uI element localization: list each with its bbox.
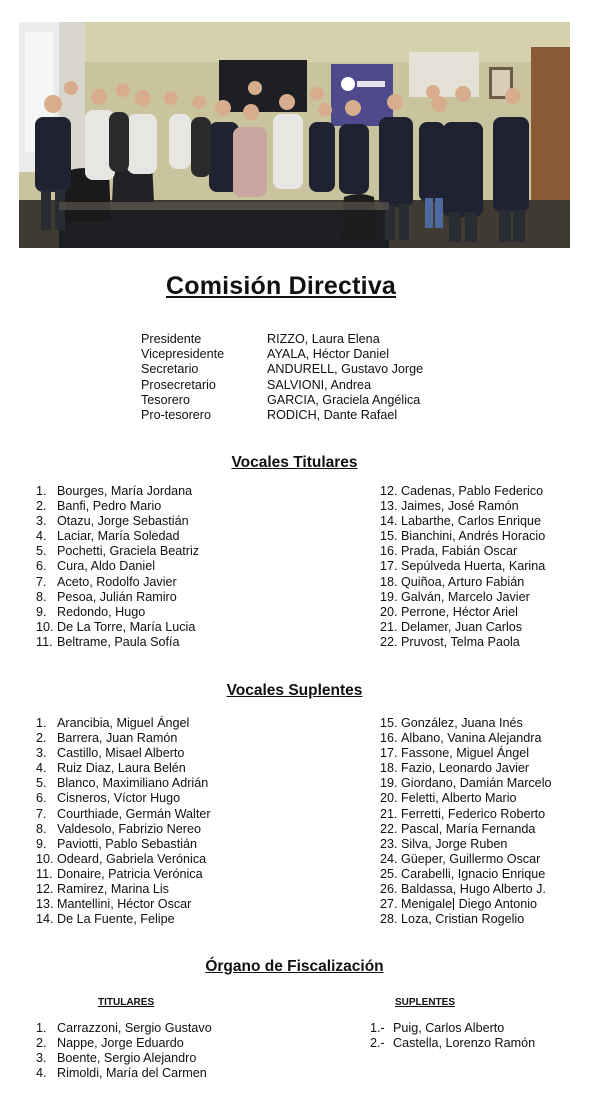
item-name: Beltrame, Paula Sofía (57, 634, 180, 649)
item-name: Albano, Vanina Alejandra (401, 731, 542, 746)
item-number: 21. (380, 806, 398, 821)
list-item (380, 822, 552, 837)
list-item (36, 897, 211, 912)
list-item (36, 544, 199, 559)
item-name: Pesoa, Julián Ramiro (57, 589, 177, 604)
item-name: Redondo, Hugo (57, 604, 146, 619)
item-number: 19. (380, 589, 398, 604)
item-name: Arancibia, Miguel Ángel (57, 716, 190, 730)
list-item (36, 791, 211, 806)
item-name: Feletti, Alberto Mario (401, 791, 517, 806)
list-item (36, 867, 211, 882)
list-item (380, 867, 552, 882)
item-number: 20. (380, 791, 398, 806)
officer-name: ANDURELL, Gustavo Jorge (267, 362, 424, 377)
item-number: 2.- (370, 1036, 385, 1051)
list-item (380, 837, 552, 852)
item-name: Prada, Fabián Oscar (401, 544, 518, 559)
item-name: Bianchini, Andrés Horacio (401, 529, 546, 544)
item-name: Banfi, Pedro Mario (57, 499, 162, 514)
fiscalizacion-titulares-list (36, 1021, 212, 1081)
officer-name: RIZZO, Laura Elena (267, 332, 380, 346)
item-name: Nappe, Jorge Eduardo (57, 1036, 184, 1051)
item-number: 22. (380, 821, 398, 836)
item-number: 15. (380, 716, 398, 730)
list-item (380, 852, 552, 867)
item-name: Boente, Sergio Alejandro (57, 1051, 197, 1066)
item-number: 11. (36, 634, 53, 649)
section-title-vocales-titulares: Vocales Titulares (231, 454, 358, 471)
item-number: 10. (36, 619, 54, 634)
item-number: 24. (380, 851, 398, 866)
item-name: Laciar, María Soledad (57, 529, 180, 544)
list-item (36, 912, 211, 927)
item-name: Perrone, Héctor Ariel (401, 604, 518, 619)
item-name: Carabelli, Ignacio Enrique (401, 866, 546, 881)
item-number: 14. (380, 514, 398, 529)
text-cursor (453, 898, 454, 910)
item-number: 11. (36, 866, 53, 881)
item-number: 7. (36, 806, 47, 821)
officer-name: SALVIONI, Andrea (267, 377, 372, 392)
list-item (36, 635, 199, 650)
list-item (36, 1021, 212, 1036)
item-number: 4. (36, 761, 47, 776)
item-name: Baldassa, Hugo Alberto J. (401, 882, 546, 897)
list-item (36, 620, 199, 635)
page-title: Comisión Directiva (165, 272, 397, 300)
officer-name: GARCIA, Graciela Angélica (267, 392, 421, 407)
item-number: 13. (36, 897, 54, 912)
list-item (370, 1036, 535, 1051)
item-name: Odeard, Gabriela Verónica (57, 851, 207, 866)
list-item (380, 807, 552, 822)
list-item (380, 484, 545, 499)
list-item (380, 605, 545, 620)
list-item (36, 746, 211, 761)
item-number: 28. (380, 912, 398, 927)
list-item (36, 484, 199, 499)
item-name: Cura, Aldo Daniel (57, 559, 156, 574)
item-number: 5. (36, 776, 47, 791)
list-item (380, 620, 545, 635)
item-name: Loza, Cristian Rogelio (401, 912, 525, 927)
item-name: Pochetti, Graciela Beatriz (57, 544, 200, 559)
list-item (36, 837, 211, 852)
list-item (380, 590, 545, 605)
item-number: 12. (380, 484, 398, 498)
item-number: 2. (36, 499, 47, 514)
list-item (380, 544, 545, 559)
list-item (36, 852, 211, 867)
list-item (380, 559, 545, 574)
list-item (380, 761, 552, 776)
vocales-suplentes-left-list (36, 716, 211, 927)
list-item (380, 635, 545, 650)
item-name: Barrera, Juan Ramón (57, 731, 178, 746)
group-photo-illustration (19, 22, 570, 248)
item-number: 13. (380, 499, 398, 514)
list-item (380, 882, 552, 897)
officer-row (141, 378, 423, 393)
list-item (380, 716, 552, 731)
item-number: 15. (380, 529, 398, 544)
list-item (36, 807, 211, 822)
item-number: 7. (36, 574, 47, 589)
item-name: Castillo, Misael Alberto (57, 746, 185, 761)
item-number: 3. (36, 746, 47, 761)
item-number: 10. (36, 851, 54, 866)
item-number: 27. (380, 897, 398, 912)
item-name: Valdesolo, Fabrizio Nereo (57, 821, 201, 836)
item-number: 25. (380, 866, 398, 881)
fiscalizacion-suplentes-list (370, 1021, 535, 1051)
subtitle-suplentes: SUPLENTES (395, 997, 456, 1008)
vocales-titulares-right-list (380, 484, 545, 650)
list-item (36, 1051, 212, 1066)
item-number: 18. (380, 761, 398, 776)
item-number: 1.- (370, 1021, 385, 1035)
list-item (36, 761, 211, 776)
item-number: 5. (36, 544, 47, 559)
list-item (380, 912, 552, 927)
item-name: Delamer, Juan Carlos (401, 619, 523, 634)
section-title-fiscalizacion: Órgano de Fiscalización (205, 958, 384, 975)
item-name: Jaimes, José Ramón (401, 499, 519, 514)
officer-role: Vicepresidente (141, 347, 225, 362)
list-item (380, 791, 552, 806)
list-item (36, 1066, 212, 1081)
item-number: 8. (36, 589, 47, 604)
item-number: 9. (36, 604, 47, 619)
item-name: Ferretti, Federico Roberto (401, 806, 546, 821)
vocales-titulares-left-list (36, 484, 199, 650)
item-name: Sepúlveda Huerta, Karina (401, 559, 546, 574)
item-name: Aceto, Rodolfo Javier (57, 574, 177, 589)
item-name: Bourges, María Jordana (57, 484, 193, 498)
item-number: 1. (36, 716, 47, 730)
item-number: 2. (36, 1036, 47, 1051)
item-name: Carrazzoni, Sergio Gustavo (57, 1021, 212, 1035)
item-number: 17. (380, 746, 398, 761)
list-item (380, 529, 545, 544)
item-number: 17. (380, 559, 398, 574)
officer-row (141, 347, 423, 362)
item-name: Courthiade, Germán Walter (57, 806, 211, 821)
list-item (380, 776, 552, 791)
list-item (36, 731, 211, 746)
list-item (380, 731, 552, 746)
officer-role: Secretario (141, 362, 199, 377)
item-number: 19. (380, 776, 398, 791)
list-item (36, 499, 199, 514)
item-number: 4. (36, 529, 47, 544)
list-item (380, 514, 545, 529)
item-number: 8. (36, 821, 47, 836)
officer-role: Pro-tesorero (141, 407, 211, 422)
item-number: 23. (380, 836, 398, 851)
item-number: 16. (380, 544, 398, 559)
list-item (380, 897, 552, 912)
item-name: Fassone, Miguel Ángel (401, 746, 530, 761)
item-name: Paviotti, Pablo Sebastián (57, 836, 198, 851)
group-photo (19, 22, 570, 248)
item-number: 6. (36, 791, 47, 806)
item-name: Castella, Lorenzo Ramón (393, 1036, 536, 1051)
item-number: 6. (36, 559, 47, 574)
list-item (370, 1021, 535, 1036)
list-item (36, 559, 199, 574)
list-item (36, 514, 199, 529)
item-name: Silva, Jorge Ruben (401, 836, 508, 851)
officer-row (141, 362, 423, 377)
item-name: Giordano, Damián Marcelo (401, 776, 552, 791)
list-item (36, 529, 199, 544)
item-name: Rimoldi, María del Carmen (57, 1066, 207, 1081)
item-name: Ramirez, Marina Lis (57, 882, 169, 897)
item-number: 18. (380, 574, 398, 589)
item-name: Otazu, Jorge Sebastián (57, 514, 189, 529)
list-item (380, 746, 552, 761)
item-number: 20. (380, 604, 398, 619)
item-name: Fazio, Leonardo Javier (401, 761, 530, 776)
vocales-suplentes-right-list (380, 716, 552, 927)
item-name: González, Juana Inés (401, 716, 523, 730)
item-number: 12. (36, 882, 54, 897)
item-name: Donaire, Patricia Verónica (57, 866, 203, 881)
item-number: 16. (380, 731, 398, 746)
section-title-vocales-suplentes: Vocales Suplentes (226, 682, 363, 699)
item-name: Puig, Carlos Alberto (393, 1021, 505, 1035)
item-name: Cadenas, Pablo Federico (401, 484, 544, 498)
item-name: Güeper, Guillermo Oscar (401, 851, 541, 866)
officer-name: AYALA, Héctor Daniel (267, 347, 390, 362)
item-number: 1. (36, 484, 47, 498)
officer-row (141, 332, 423, 347)
officer-role: Presidente (141, 332, 202, 346)
officer-role: Prosecretario (141, 377, 216, 392)
item-number: 21. (380, 619, 398, 634)
item-name: Pruvost, Telma Paola (401, 634, 520, 649)
item-name: De La Torre, María Lucia (57, 619, 196, 634)
item-number: 3. (36, 1051, 47, 1066)
item-name: Quiñoa, Arturo Fabián (401, 574, 525, 589)
list-item (36, 590, 199, 605)
list-item (36, 1036, 212, 1051)
officer-row (141, 393, 423, 408)
officers-list (141, 332, 423, 423)
item-number: 26. (380, 882, 398, 897)
officer-row (141, 408, 423, 423)
item-name: Mantellini, Héctor Oscar (57, 897, 192, 912)
item-name: Ruiz Diaz, Laura Belén (57, 761, 186, 776)
list-item (36, 776, 211, 791)
list-item (380, 575, 545, 590)
item-number: 2. (36, 731, 47, 746)
officer-role: Tesorero (141, 392, 190, 407)
item-name: De La Fuente, Felipe (57, 912, 175, 927)
item-name: Pascal, María Fernanda (401, 821, 536, 836)
item-number: 22. (380, 634, 398, 649)
item-number: 9. (36, 836, 47, 851)
item-number: 4. (36, 1066, 47, 1081)
list-item (36, 822, 211, 837)
item-number: 3. (36, 514, 47, 529)
item-name: Galván, Marcelo Javier (401, 589, 530, 604)
list-item (36, 882, 211, 897)
subtitle-titulares: TITULARES (98, 997, 155, 1008)
item-number: 1. (36, 1021, 47, 1035)
list-item (36, 605, 199, 620)
officer-name: RODICH, Dante Rafael (267, 407, 398, 422)
item-number: 14. (36, 912, 54, 927)
item-name-rest: Diego Antonio (455, 897, 538, 912)
item-name: Cisneros, Víctor Hugo (57, 791, 181, 806)
item-name: Labarthe, Carlos Enrique (401, 514, 542, 529)
list-item (380, 499, 545, 514)
item-name: Blanco, Maximiliano Adrián (57, 776, 209, 791)
list-item (36, 575, 199, 590)
list-item (36, 716, 211, 731)
item-name: Menigale (401, 897, 453, 912)
